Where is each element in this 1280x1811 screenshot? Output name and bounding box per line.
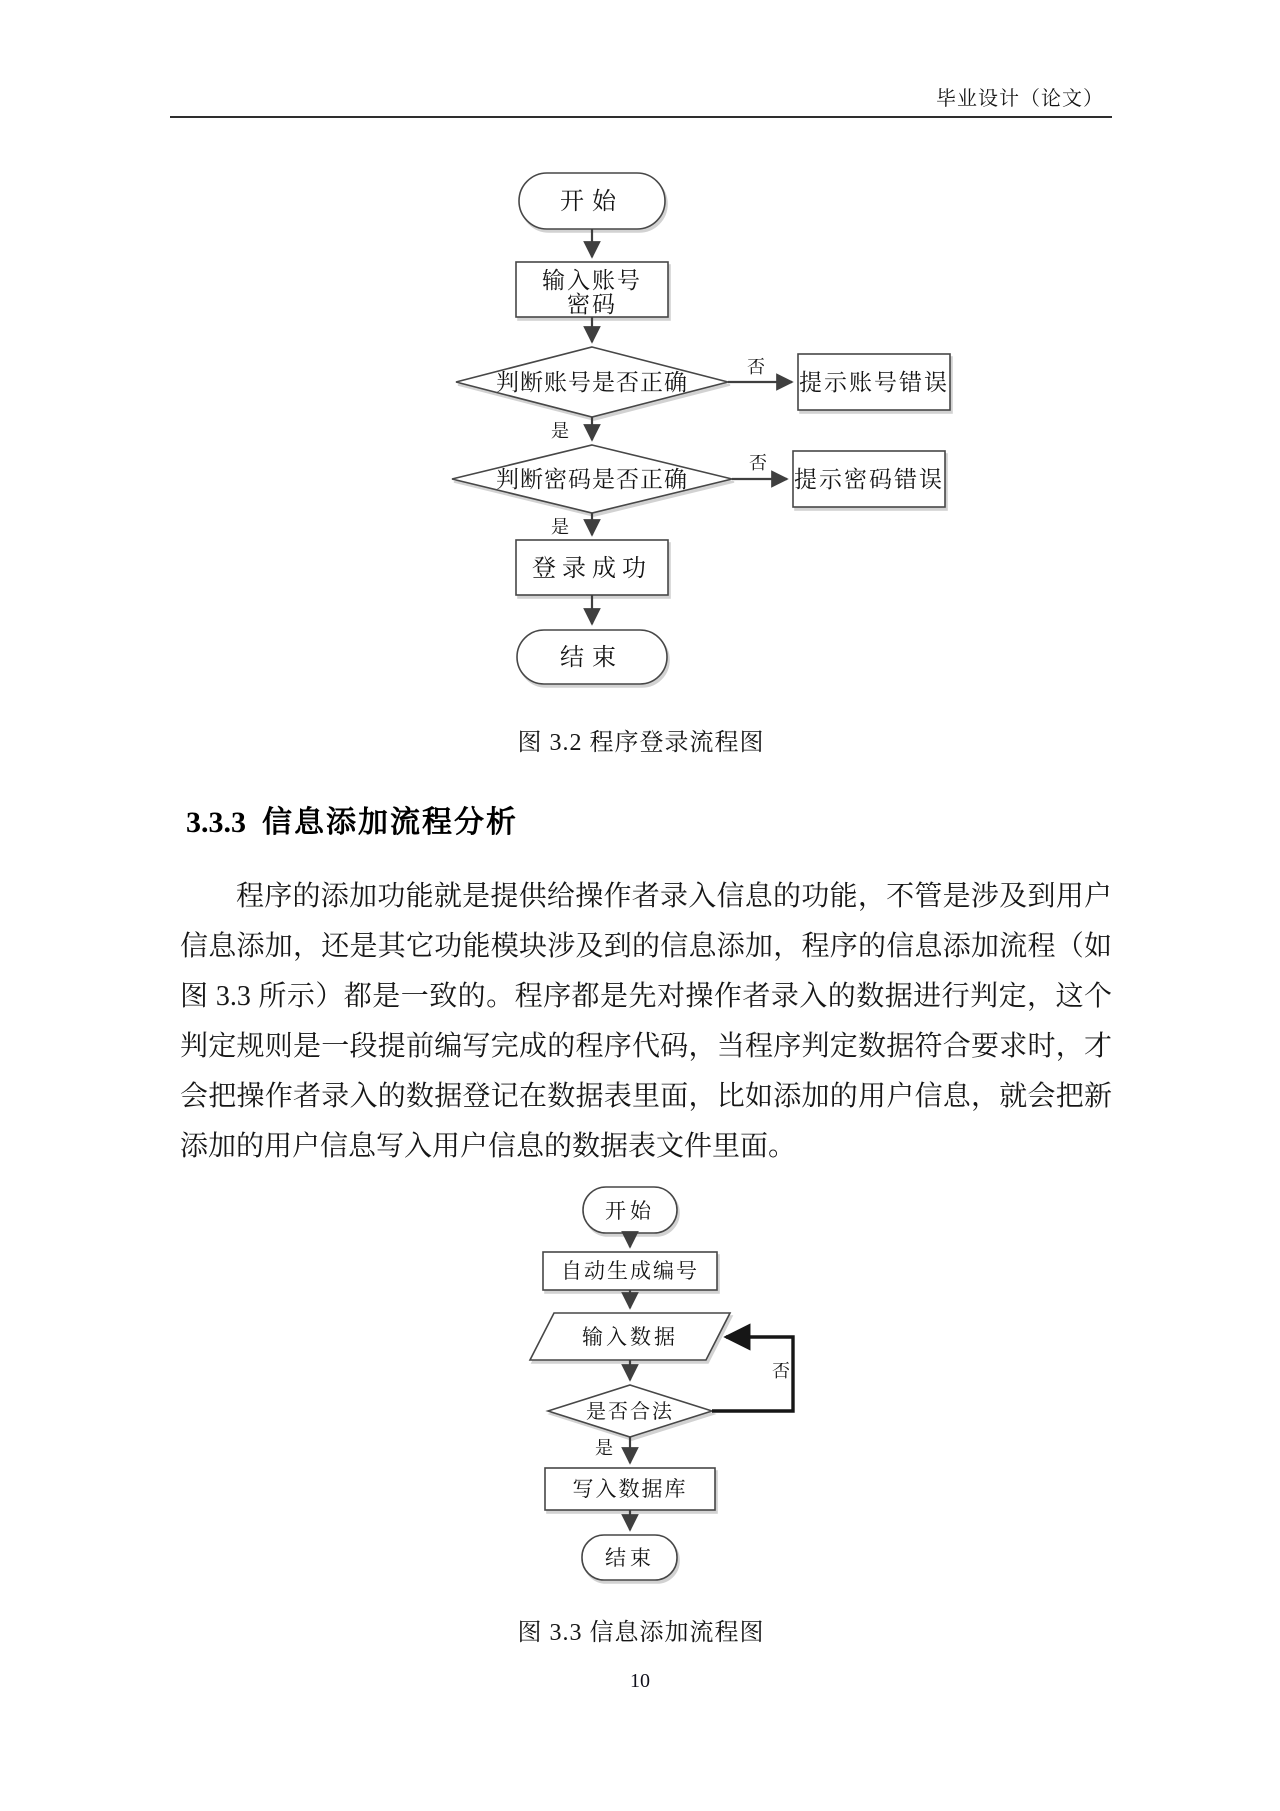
write-db-label: 写入数据库 xyxy=(572,1477,688,1501)
figure-3-3-caption: 图 3.3 信息添加流程图 xyxy=(517,1620,765,1646)
label-yes-password: 是 xyxy=(551,517,569,537)
section-heading xyxy=(186,797,518,841)
is-valid-label: 是否合法 xyxy=(586,1401,674,1423)
flowchart-login xyxy=(440,145,960,690)
login-success-label: 登录成功 xyxy=(532,556,652,582)
section-number: 3.3.3 xyxy=(186,806,246,839)
section-title: 信息添加流程分析 xyxy=(262,806,518,839)
password-error-label: 提示密码错误 xyxy=(794,467,944,492)
label-yes-account: 是 xyxy=(551,421,569,441)
start-label: 开始 xyxy=(605,1199,655,1223)
label-no-account: 否 xyxy=(747,357,765,377)
check-account-label: 判断账号是否正确 xyxy=(496,370,688,395)
check-password-label: 判断密码是否正确 xyxy=(496,467,688,492)
input-data-label: 输入数据 xyxy=(582,1325,678,1349)
start-label: 开始 xyxy=(560,189,624,215)
end-label: 结束 xyxy=(560,645,624,671)
flowchart-add-info xyxy=(480,1175,815,1590)
input-credentials-line2: 密码 xyxy=(567,292,617,317)
figure-3-2-caption: 图 3.2 程序登录流程图 xyxy=(517,730,765,756)
body-paragraph: 程序的添加功能就是提供给操作者录入信息的功能，不管是涉及到用户信息添加，还是其它功能模块涉及到的信息添加，程序的信息添加流程（如图 3.3 所示）都是一致的。程序都是先对操作者录入的数据进行判定，这个判定规则是一段提前编写完成的程序代码，当程序判定数据符合要求时，才会把操作者录入的数据登记在数据表里面，比如添加的用户信息，就会把新添加的用户信息写入用户信息的数据表文件里面。 xyxy=(180,881,1112,1162)
input-credentials-line1: 输入账号 xyxy=(542,268,642,293)
label-no-password: 否 xyxy=(749,453,767,473)
header-rule xyxy=(170,116,1112,118)
page-number: 10 xyxy=(630,1670,650,1692)
auto-number-label: 自动生成编号 xyxy=(561,1259,699,1283)
end-label: 结束 xyxy=(605,1546,655,1570)
page-header-title: 毕业设计（论文） xyxy=(936,88,1104,110)
account-error-label: 提示账号错误 xyxy=(799,370,949,395)
label-no: 否 xyxy=(772,1361,790,1381)
label-yes: 是 xyxy=(595,1438,613,1458)
